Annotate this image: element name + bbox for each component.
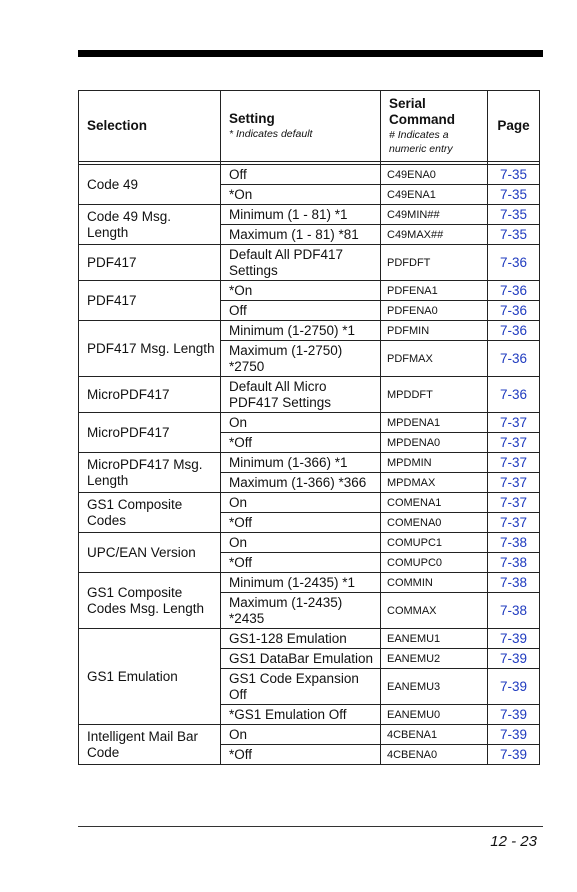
page-link[interactable]: 7-37 bbox=[488, 453, 540, 473]
command-cell: COMENA1 bbox=[381, 493, 488, 513]
table-row bbox=[79, 321, 540, 341]
selection-cell: MicroPDF417 Msg. Length bbox=[79, 453, 221, 493]
setting-cell: Maximum (1-366) *366 bbox=[221, 473, 381, 493]
page-link[interactable]: 7-38 bbox=[488, 533, 540, 553]
table-body bbox=[79, 162, 540, 765]
page-link[interactable]: 7-35 bbox=[488, 185, 540, 205]
table-row bbox=[79, 377, 540, 413]
setting-cell: *Off bbox=[221, 745, 381, 765]
selection-cell: GS1 Composite Codes bbox=[79, 493, 221, 533]
selection-cell: MicroPDF417 bbox=[79, 377, 221, 413]
page-link[interactable]: 7-39 bbox=[488, 725, 540, 745]
command-cell: EANEMU0 bbox=[381, 705, 488, 725]
setting-cell: Off bbox=[221, 301, 381, 321]
selection-cell: Intelligent Mail Bar Code bbox=[79, 725, 221, 765]
selection-cell: GS1 Composite Codes Msg. Length bbox=[79, 573, 221, 629]
setting-cell: On bbox=[221, 533, 381, 553]
command-cell: C49ENA0 bbox=[381, 165, 488, 185]
table-row bbox=[79, 493, 540, 513]
command-cell: MPDENA1 bbox=[381, 413, 488, 433]
command-cell: COMENA0 bbox=[381, 513, 488, 533]
command-cell: C49MAX## bbox=[381, 225, 488, 245]
table-row bbox=[79, 205, 540, 225]
header-setting: Setting * Indicates default bbox=[221, 91, 381, 162]
page-link[interactable]: 7-38 bbox=[488, 593, 540, 629]
setting-cell: Off bbox=[221, 165, 381, 185]
command-cell: C49MIN## bbox=[381, 205, 488, 225]
table-row bbox=[79, 165, 540, 185]
settings-table bbox=[78, 90, 540, 765]
command-cell: MPDENA0 bbox=[381, 433, 488, 453]
page-link[interactable]: 7-35 bbox=[488, 205, 540, 225]
table-row bbox=[79, 629, 540, 649]
command-cell: 4CBENA0 bbox=[381, 745, 488, 765]
table-header-row bbox=[79, 91, 540, 162]
command-cell: PDFENA0 bbox=[381, 301, 488, 321]
page-link[interactable]: 7-37 bbox=[488, 433, 540, 453]
setting-cell: Maximum (1 - 81) *81 bbox=[221, 225, 381, 245]
setting-cell: GS1 DataBar Emulation bbox=[221, 649, 381, 669]
setting-cell: *On bbox=[221, 185, 381, 205]
header-setting-hint: * Indicates default bbox=[229, 128, 313, 140]
command-cell: COMMAX bbox=[381, 593, 488, 629]
header-selection: Selection bbox=[79, 91, 221, 162]
setting-cell: Minimum (1-366) *1 bbox=[221, 453, 381, 473]
selection-cell: PDF417 Msg. Length bbox=[79, 321, 221, 377]
page-link[interactable]: 7-37 bbox=[488, 413, 540, 433]
selection-cell: UPC/EAN Version bbox=[79, 533, 221, 573]
command-cell: MPDMAX bbox=[381, 473, 488, 493]
page-link[interactable]: 7-39 bbox=[488, 705, 540, 725]
setting-cell: *Off bbox=[221, 433, 381, 453]
selection-cell: GS1 Emulation bbox=[79, 629, 221, 725]
page-link[interactable]: 7-39 bbox=[488, 745, 540, 765]
table-row bbox=[79, 281, 540, 301]
setting-cell: *GS1 Emulation Off bbox=[221, 705, 381, 725]
setting-cell: Default All PDF417 Settings bbox=[221, 245, 381, 281]
setting-cell: Minimum (1-2750) *1 bbox=[221, 321, 381, 341]
page-link[interactable]: 7-36 bbox=[488, 377, 540, 413]
setting-cell: Minimum (1-2435) *1 bbox=[221, 573, 381, 593]
header-serial-command: Serial Command # Indicates a numeric entry bbox=[381, 91, 488, 162]
command-cell: PDFENA1 bbox=[381, 281, 488, 301]
selection-cell: Code 49 bbox=[79, 165, 221, 205]
setting-cell: Default All Micro PDF417 Settings bbox=[221, 377, 381, 413]
page-link[interactable]: 7-35 bbox=[488, 225, 540, 245]
page-link[interactable]: 7-37 bbox=[488, 493, 540, 513]
header-page: Page bbox=[488, 91, 540, 162]
setting-cell: On bbox=[221, 413, 381, 433]
page-link[interactable]: 7-36 bbox=[488, 281, 540, 301]
command-cell: MPDMIN bbox=[381, 453, 488, 473]
page-link[interactable]: 7-35 bbox=[488, 165, 540, 185]
page-link[interactable]: 7-36 bbox=[488, 341, 540, 377]
page-link[interactable]: 7-39 bbox=[488, 649, 540, 669]
command-cell: PDFDFT bbox=[381, 245, 488, 281]
command-cell: MPDDFT bbox=[381, 377, 488, 413]
selection-cell: Code 49 Msg. Length bbox=[79, 205, 221, 245]
setting-cell: Maximum (1-2750) *2750 bbox=[221, 341, 381, 377]
setting-cell: *Off bbox=[221, 513, 381, 533]
header-serial-hint: # Indicates a numeric entry bbox=[389, 129, 453, 155]
table-row bbox=[79, 453, 540, 473]
table-row bbox=[79, 245, 540, 281]
bottom-rule bbox=[78, 826, 543, 827]
table-row bbox=[79, 573, 540, 593]
setting-cell: GS1-128 Emulation bbox=[221, 629, 381, 649]
command-cell: COMUPC0 bbox=[381, 553, 488, 573]
command-cell: EANEMU2 bbox=[381, 649, 488, 669]
page-link[interactable]: 7-36 bbox=[488, 301, 540, 321]
page-link[interactable]: 7-36 bbox=[488, 321, 540, 341]
top-rule bbox=[78, 50, 543, 57]
command-cell: COMMIN bbox=[381, 573, 488, 593]
command-cell: 4CBENA1 bbox=[381, 725, 488, 745]
command-cell: EANEMU3 bbox=[381, 669, 488, 705]
table-row bbox=[79, 413, 540, 433]
selection-cell: PDF417 bbox=[79, 245, 221, 281]
setting-cell: GS1 Code Expansion Off bbox=[221, 669, 381, 705]
setting-cell: Maximum (1-2435) *2435 bbox=[221, 593, 381, 629]
setting-cell: *On bbox=[221, 281, 381, 301]
command-cell: PDFMAX bbox=[381, 341, 488, 377]
command-cell: EANEMU1 bbox=[381, 629, 488, 649]
page-number: 12 - 23 bbox=[490, 833, 537, 850]
page-link[interactable]: 7-39 bbox=[488, 629, 540, 649]
setting-cell: On bbox=[221, 493, 381, 513]
selection-cell: PDF417 bbox=[79, 281, 221, 321]
table-row bbox=[79, 725, 540, 745]
page-link[interactable]: 7-37 bbox=[488, 473, 540, 493]
setting-cell: Minimum (1 - 81) *1 bbox=[221, 205, 381, 225]
command-cell: C49ENA1 bbox=[381, 185, 488, 205]
page-link[interactable]: 7-38 bbox=[488, 553, 540, 573]
page-link[interactable]: 7-39 bbox=[488, 669, 540, 705]
setting-cell: On bbox=[221, 725, 381, 745]
command-cell: PDFMIN bbox=[381, 321, 488, 341]
page-link[interactable]: 7-38 bbox=[488, 573, 540, 593]
setting-cell: *Off bbox=[221, 553, 381, 573]
selection-cell: MicroPDF417 bbox=[79, 413, 221, 453]
page-link[interactable]: 7-36 bbox=[488, 245, 540, 281]
page-link[interactable]: 7-37 bbox=[488, 513, 540, 533]
table-row bbox=[79, 533, 540, 553]
command-cell: COMUPC1 bbox=[381, 533, 488, 553]
